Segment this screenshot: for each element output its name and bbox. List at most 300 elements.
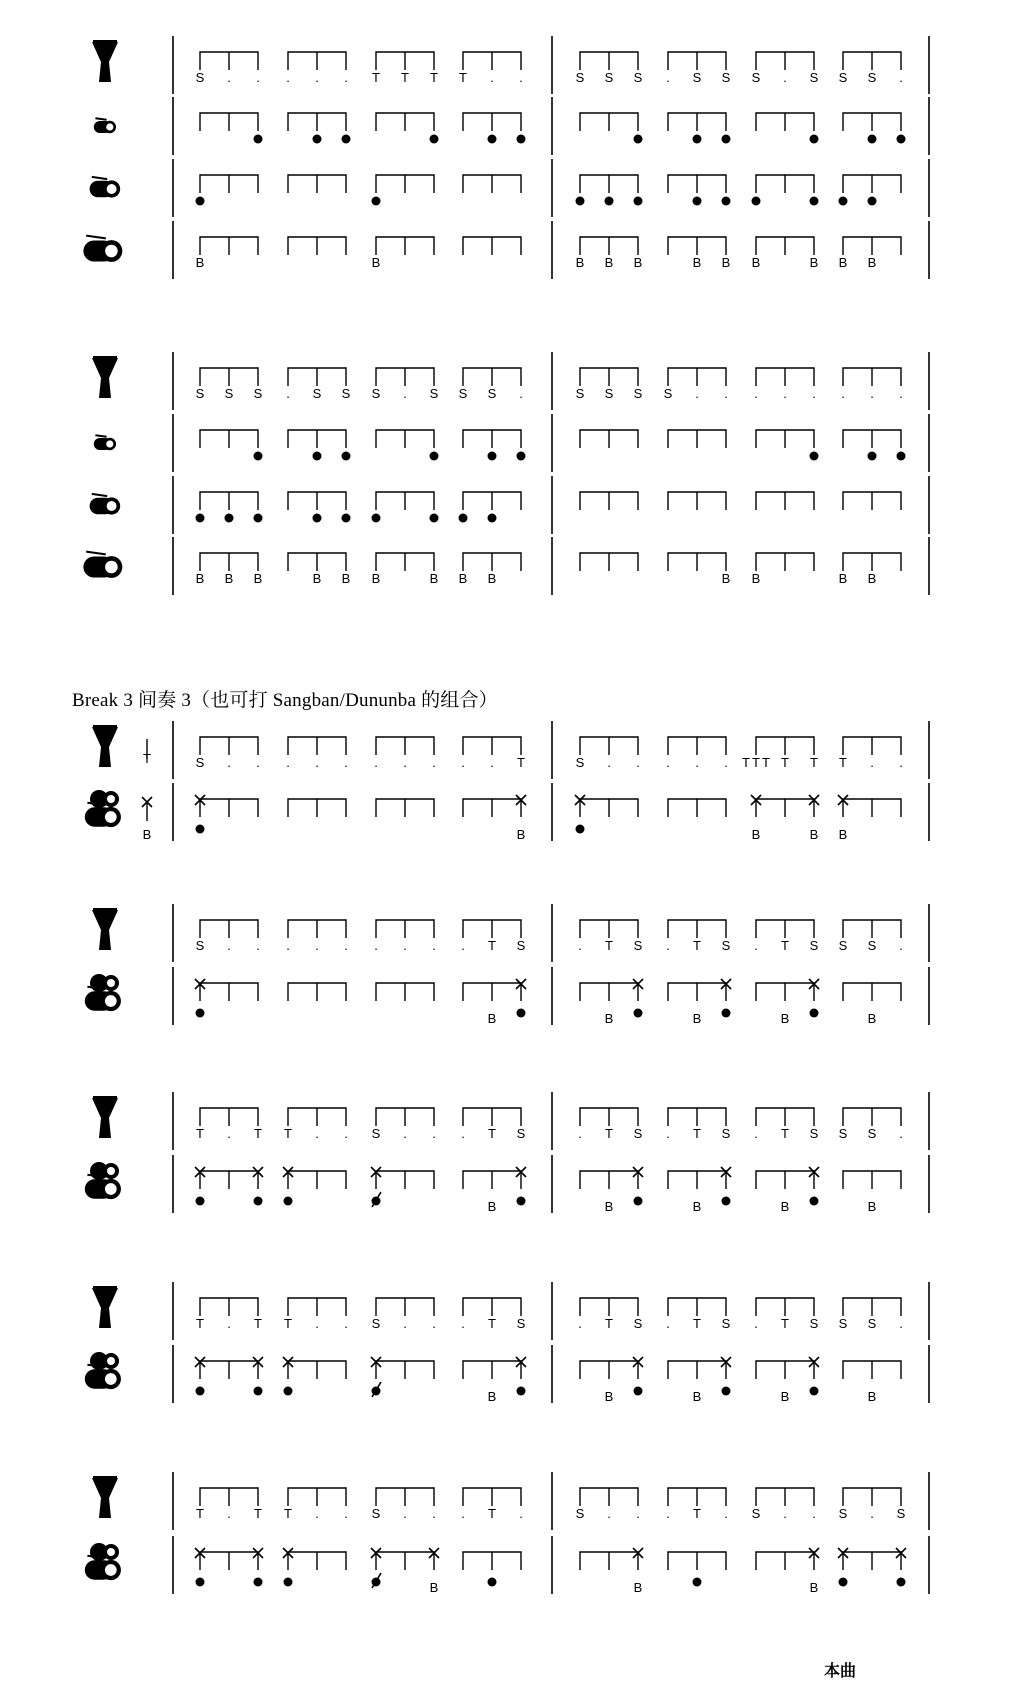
- beat-group: [463, 1357, 526, 1404]
- stroke-label: .: [519, 70, 523, 85]
- beat-group: [668, 979, 731, 1026]
- stroke-label: T: [752, 755, 760, 770]
- stroke-label: B: [780, 1389, 790, 1404]
- stroke-dot: [810, 135, 819, 144]
- beat-group: [459, 492, 522, 523]
- djembe-icon: [92, 356, 118, 398]
- stroke-label: S: [341, 386, 351, 401]
- stroke-label: .: [461, 1316, 465, 1331]
- stroke-dot: [897, 452, 906, 461]
- stroke-label: S: [809, 1316, 819, 1331]
- beat-group: [461, 1298, 525, 1331]
- stroke-label: B: [458, 571, 468, 586]
- beat-group: [283, 1357, 346, 1396]
- stroke-dot: [517, 1197, 526, 1206]
- stroke-label: T: [693, 1126, 701, 1141]
- beat-group: [843, 492, 901, 510]
- stroke-dot: [459, 514, 468, 523]
- stroke-label: S: [663, 386, 673, 401]
- dunun-set-icon: [85, 790, 121, 827]
- stroke-label: B: [195, 571, 205, 586]
- stroke-label: T: [781, 755, 789, 770]
- beat-group: [839, 237, 901, 270]
- stroke-label: S: [633, 386, 643, 401]
- dununba-icon: [83, 552, 122, 578]
- beat-group: [838, 1548, 906, 1587]
- beat-group: [463, 1167, 526, 1214]
- stroke-dot: [313, 452, 322, 461]
- stroke-label: .: [899, 386, 903, 401]
- beat-group: [751, 795, 819, 842]
- stroke-label: S: [575, 386, 585, 401]
- stroke-label: T: [196, 1316, 204, 1331]
- beat-group: [666, 1298, 730, 1331]
- beat-group: [288, 799, 346, 817]
- stroke-label: T: [693, 1316, 701, 1331]
- beat-group: [752, 553, 814, 586]
- stroke-label: .: [286, 755, 290, 770]
- stroke-label: T: [781, 1316, 789, 1331]
- stroke-dot: [517, 452, 526, 461]
- beat-group: [756, 1167, 819, 1214]
- beat-group: [666, 920, 730, 953]
- stroke-label: B: [312, 571, 322, 586]
- stroke-dot: [693, 197, 702, 206]
- staff-sangban: [173, 476, 929, 534]
- stroke-label: T: [781, 938, 789, 953]
- stroke-label: .: [754, 386, 758, 401]
- beat-group: [463, 113, 526, 144]
- stroke-dot: [196, 1578, 205, 1587]
- stroke-dot: [196, 825, 205, 834]
- stroke-label: .: [227, 755, 231, 770]
- stroke-dot: [693, 1578, 702, 1587]
- stroke-label: S: [896, 1506, 906, 1521]
- stroke-label: B: [838, 571, 848, 586]
- beat-group: [372, 1488, 436, 1521]
- beat-group: [576, 52, 643, 85]
- stroke-label: B: [721, 255, 731, 270]
- stroke-dot: [196, 514, 205, 523]
- stroke-label: T: [143, 751, 151, 766]
- stroke-label: B: [371, 571, 381, 586]
- stroke-label: T: [196, 1506, 204, 1521]
- stroke-label: S: [838, 70, 848, 85]
- stroke-label: T: [401, 70, 409, 85]
- beat-group: [283, 1167, 346, 1206]
- stroke-label: .: [315, 938, 319, 953]
- dunun-set-icon: [85, 974, 121, 1011]
- beat-group: [461, 920, 525, 953]
- stroke-label: B: [604, 255, 614, 270]
- beat-group: [286, 737, 348, 770]
- stroke-label: B: [692, 1199, 702, 1214]
- stroke-dot: [430, 452, 439, 461]
- stroke-label: .: [812, 386, 816, 401]
- stroke-dot: [284, 1387, 293, 1396]
- stroke-label: .: [432, 1126, 436, 1141]
- stroke-label: .: [490, 70, 494, 85]
- stroke-dot: [722, 135, 731, 144]
- beat-group: [461, 1108, 525, 1141]
- stroke-label: B: [487, 571, 497, 586]
- stroke-label: .: [666, 1316, 670, 1331]
- beat-group: [196, 1488, 262, 1521]
- stroke-label: .: [286, 386, 290, 401]
- stroke-dot: [488, 135, 497, 144]
- stroke-label: S: [721, 938, 731, 953]
- stroke-label: .: [578, 938, 582, 953]
- stroke-label: S: [633, 938, 643, 953]
- staff-dunun_set: [173, 967, 929, 1026]
- beat-group: [200, 430, 263, 461]
- stroke-label: S: [371, 1506, 381, 1521]
- stroke-label: .: [607, 755, 611, 770]
- stroke-label: .: [666, 70, 670, 85]
- beat-group: [668, 113, 731, 144]
- beat-group: [195, 1357, 263, 1396]
- stroke-label: B: [633, 255, 643, 270]
- staff-dunun_set: [173, 1155, 929, 1214]
- staff-djembe: [143, 721, 929, 779]
- staff-dunun_set: [173, 1345, 929, 1404]
- beat-group: [839, 553, 901, 586]
- stroke-dot: [634, 197, 643, 206]
- stroke-label: .: [519, 386, 523, 401]
- stroke-label: B: [516, 827, 526, 842]
- stroke-label: B: [751, 827, 761, 842]
- stroke-label: S: [253, 386, 263, 401]
- stroke-label: S: [458, 386, 468, 401]
- stroke-dot: [839, 197, 848, 206]
- beat-group: [580, 1548, 643, 1595]
- stroke-label: .: [899, 70, 903, 85]
- beat-group: [288, 237, 346, 255]
- beat-group: [288, 492, 351, 523]
- stroke-dot: [284, 1578, 293, 1587]
- beat-group: [576, 368, 643, 401]
- beat-group: [839, 920, 903, 953]
- beat-group: [756, 492, 814, 510]
- stroke-label: .: [490, 755, 494, 770]
- stroke-label: .: [227, 1506, 231, 1521]
- beat-group: [196, 737, 260, 770]
- beat-group: [372, 492, 439, 523]
- staff-djembe: [173, 904, 929, 962]
- stroke-label: T: [517, 755, 525, 770]
- beat-group: [372, 1108, 436, 1141]
- stroke-label: .: [870, 386, 874, 401]
- beat-group: [666, 1488, 728, 1521]
- stroke-label: S: [195, 386, 205, 401]
- beat-group: [664, 368, 728, 401]
- beat-group: [575, 795, 638, 834]
- stroke-label: S: [604, 386, 614, 401]
- beat-group: [284, 1488, 348, 1521]
- beat-group: [196, 237, 258, 270]
- stroke-label: .: [227, 938, 231, 953]
- stroke-label: S: [516, 1126, 526, 1141]
- beat-group: [752, 52, 819, 85]
- stroke-dot: [839, 1578, 848, 1587]
- djembe-icon: [92, 908, 118, 950]
- stroke-label: S: [867, 1126, 877, 1141]
- stroke-label: B: [780, 1199, 790, 1214]
- stroke-dot: [897, 1578, 906, 1587]
- stroke-label: .: [432, 938, 436, 953]
- beat-group: [576, 737, 640, 770]
- beat-group: [288, 430, 351, 461]
- beat-group: [580, 979, 643, 1026]
- stroke-label: .: [461, 938, 465, 953]
- beat-group: [668, 492, 726, 510]
- stroke-dot: [196, 1009, 205, 1018]
- stroke-label: .: [256, 70, 260, 85]
- stroke-label: B: [429, 571, 439, 586]
- stroke-label: .: [461, 1126, 465, 1141]
- beat-group: [196, 175, 259, 206]
- beat-group: [195, 1548, 263, 1587]
- stroke-label: .: [666, 755, 670, 770]
- beat-group: [288, 113, 351, 144]
- dunun-set-icon: [85, 1162, 121, 1199]
- beat-group: [578, 1298, 642, 1331]
- beat-group: [666, 1108, 730, 1141]
- beat-group: [196, 553, 263, 586]
- stroke-label: T: [693, 1506, 701, 1521]
- staff-sangban: [173, 159, 929, 217]
- stroke-label: B: [692, 1011, 702, 1026]
- stroke-label: B: [604, 1011, 614, 1026]
- staff-djembe: [173, 36, 929, 94]
- beat-group: [839, 1108, 903, 1141]
- stroke-label: S: [575, 755, 585, 770]
- stroke-label: S: [838, 1316, 848, 1331]
- beat-group: [754, 920, 818, 953]
- stroke-dot: [868, 197, 877, 206]
- stroke-dot: [810, 1387, 819, 1396]
- beat-group: [839, 52, 903, 85]
- beat-group: [578, 920, 642, 953]
- beat-group: [459, 52, 523, 85]
- stroke-label: B: [371, 255, 381, 270]
- stroke-label: B: [809, 1580, 819, 1595]
- stroke-dot: [517, 1009, 526, 1018]
- beat-group: [668, 1167, 731, 1214]
- beat-group: [843, 1361, 901, 1404]
- beat-group: [668, 553, 730, 586]
- djembe-icon: [92, 40, 118, 82]
- stroke-label: T: [284, 1506, 292, 1521]
- stroke-label: T: [742, 755, 750, 770]
- stroke-label: B: [604, 1389, 614, 1404]
- stroke-dot: [752, 197, 761, 206]
- stroke-label: S: [487, 386, 497, 401]
- stroke-label: B: [253, 571, 263, 586]
- stroke-label: S: [867, 1316, 877, 1331]
- djembe-icon: [92, 1096, 118, 1138]
- stroke-label: B: [341, 571, 351, 586]
- beat-group: [463, 175, 521, 193]
- stroke-label: .: [636, 755, 640, 770]
- stroke-dot: [722, 197, 731, 206]
- beat-group: [372, 1298, 436, 1331]
- stroke-label: .: [315, 1316, 319, 1331]
- stroke-dot: [722, 1009, 731, 1018]
- staff-kenkeni: [173, 97, 929, 155]
- stroke-dot: [810, 452, 819, 461]
- stroke-dot: [372, 514, 381, 523]
- stroke-label: .: [899, 755, 903, 770]
- beat-group: [376, 983, 434, 1001]
- stroke-label: T: [254, 1126, 262, 1141]
- beat-group: [576, 1488, 640, 1521]
- beat-group: [756, 113, 819, 144]
- stroke-label: T: [196, 1126, 204, 1141]
- stroke-dot: [576, 825, 585, 834]
- beat-group: [752, 237, 819, 270]
- beat-group: [668, 430, 726, 448]
- beat-group: [284, 1108, 348, 1141]
- stroke-label: .: [315, 1506, 319, 1521]
- stroke-label: .: [344, 1316, 348, 1331]
- stroke-label: .: [754, 1126, 758, 1141]
- beat-group: [288, 553, 350, 586]
- beat-group: [195, 979, 258, 1018]
- stroke-label: T: [605, 1316, 613, 1331]
- stroke-label: B: [575, 255, 585, 270]
- stroke-label: .: [344, 755, 348, 770]
- beat-group: [580, 113, 643, 144]
- stroke-dot: [605, 197, 614, 206]
- stroke-label: B: [487, 1199, 497, 1214]
- stroke-label: B: [195, 255, 205, 270]
- stroke-label: .: [666, 938, 670, 953]
- staff-djembe: [173, 1472, 929, 1530]
- beat-group: [752, 1488, 816, 1521]
- beat-group: [843, 430, 906, 461]
- stroke-label: S: [575, 1506, 585, 1521]
- stroke-dot: [196, 1387, 205, 1396]
- beat-group: [580, 430, 638, 448]
- beat-group: [374, 920, 436, 953]
- beat-group: [459, 553, 521, 586]
- stroke-label: .: [870, 755, 874, 770]
- beat-group: [666, 737, 728, 770]
- stroke-label: .: [315, 755, 319, 770]
- dununba-icon: [83, 236, 122, 262]
- stroke-label: .: [286, 938, 290, 953]
- beat-group: [756, 430, 819, 461]
- beat-group: [754, 368, 816, 401]
- stroke-label: .: [783, 1506, 787, 1521]
- beat-group: [196, 1108, 262, 1141]
- dunun-set-icon: [85, 1543, 121, 1580]
- stroke-dot: [254, 135, 263, 144]
- stroke-dot: [488, 514, 497, 523]
- stroke-label: B: [809, 255, 819, 270]
- stroke-label: .: [899, 1316, 903, 1331]
- stroke-label: T: [781, 1126, 789, 1141]
- stroke-dot: [313, 135, 322, 144]
- beat-group: [756, 979, 819, 1026]
- stroke-label: T: [693, 938, 701, 953]
- beat-group: [666, 52, 730, 85]
- stroke-label: B: [604, 1199, 614, 1214]
- beat-group: [668, 799, 726, 817]
- stroke-label: B: [867, 1389, 877, 1404]
- stroke-label: T: [254, 1316, 262, 1331]
- stroke-label: S: [751, 1506, 761, 1521]
- stroke-label: T: [839, 755, 847, 770]
- stroke-label: .: [578, 1316, 582, 1331]
- beat-group: [463, 979, 526, 1026]
- stroke-dot: [488, 452, 497, 461]
- stroke-label: .: [841, 386, 845, 401]
- stroke-label: S: [195, 70, 205, 85]
- staff-kenkeni: [173, 414, 929, 472]
- stroke-dot: [634, 1387, 643, 1396]
- beat-group: [371, 1548, 439, 1595]
- stroke-label: S: [692, 70, 702, 85]
- djembe-icon: [92, 1286, 118, 1328]
- stroke-label: T: [254, 1506, 262, 1521]
- stroke-label: S: [371, 1316, 381, 1331]
- beat-group: [742, 737, 818, 770]
- stroke-label: S: [867, 938, 877, 953]
- stroke-label: .: [461, 1506, 465, 1521]
- stroke-dot: [196, 197, 205, 206]
- dunun-set-icon: [85, 1352, 121, 1389]
- stroke-label: .: [783, 70, 787, 85]
- stroke-label: S: [195, 755, 205, 770]
- beat-group: [376, 799, 434, 817]
- stroke-label: T: [762, 755, 770, 770]
- stroke-dot: [254, 1387, 263, 1396]
- stroke-label: B: [867, 255, 877, 270]
- stroke-dot: [810, 1009, 819, 1018]
- stroke-label: B: [487, 1389, 497, 1404]
- stroke-label: B: [224, 571, 234, 586]
- stroke-label: .: [724, 386, 728, 401]
- stroke-label: .: [344, 1506, 348, 1521]
- stroke-label: T: [488, 1316, 496, 1331]
- beat-group: [463, 1552, 521, 1587]
- staff-djembe: [173, 1282, 929, 1340]
- section-title: Break 3 间奏 3（也可打 Sangban/Dununba 的组合）: [72, 690, 498, 711]
- stroke-label: T: [605, 1126, 613, 1141]
- beat-group: [372, 553, 439, 586]
- beat-group: [372, 368, 439, 401]
- beat-group: [839, 1488, 906, 1521]
- sangban-icon: [90, 494, 121, 515]
- stroke-label: .: [754, 938, 758, 953]
- beat-group: [284, 1298, 348, 1331]
- stroke-label: T: [488, 938, 496, 953]
- stroke-label: B: [780, 1011, 790, 1026]
- beat-group: [839, 737, 903, 770]
- stroke-label: T: [430, 70, 438, 85]
- beat-group: [580, 1357, 643, 1404]
- stroke-label: T: [284, 1126, 292, 1141]
- stroke-label: S: [633, 1316, 643, 1331]
- stroke-label: .: [899, 1126, 903, 1141]
- stroke-label: S: [312, 386, 322, 401]
- stroke-dot: [196, 1197, 205, 1206]
- beat-group: [756, 1548, 819, 1595]
- stroke-label: .: [666, 1126, 670, 1141]
- stroke-label: S: [721, 1316, 731, 1331]
